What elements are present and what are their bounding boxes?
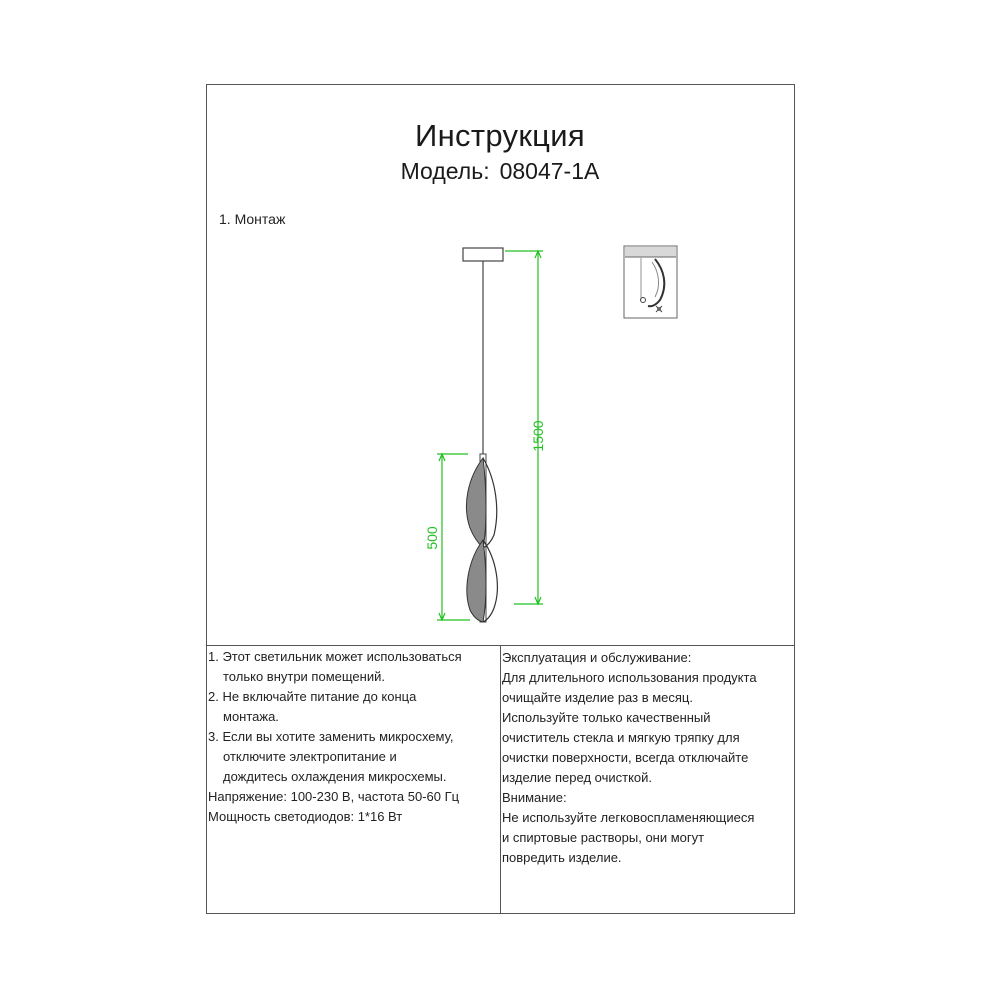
note-line: изделие перед очисткой. [502,770,653,785]
voltage-spec: Напряжение: 100-230 В, частота 50-60 Гц [208,789,460,804]
note-line: очиститель стекла и мягкую тряпку для [502,730,740,745]
ceiling-canopy [463,248,503,261]
dimension-shade-height [437,454,470,620]
note-line: Для длительного использования продукта [502,670,757,685]
warning-heading: Внимание: [502,790,567,805]
model-label: Модель: [400,158,490,184]
note-line: только внутри помещений. [223,669,385,684]
notes-divider-vertical [500,645,501,914]
note-line: 2. Не включайте питание до конца [208,689,417,704]
installation-detail-image [624,246,677,318]
note-line: Используйте только качественный [502,710,711,725]
model-number: 08047-1A [499,158,600,184]
section-heading-installation: 1. Монтаж [219,211,286,227]
note-line: повредить изделие. [502,850,622,865]
note-line: очищайте изделие раз в месяц. [502,690,693,705]
maintenance-notes [502,648,757,868]
note-line: очистки поверхности, всегда отключайте [502,750,749,765]
note-line: дождитесь охлаждения микросхемы. [223,769,447,784]
maintenance-heading: Эксплуатация и обслуживание: [502,650,692,665]
safety-notes [208,647,462,827]
note-line: отключите электропитание и [223,749,397,764]
dimension-shade-label: 500 [424,526,440,550]
led-power-spec: Мощность светодиодов: 1*16 Вт [208,809,403,824]
lamp-body [466,454,497,622]
note-line: монтажа. [223,709,279,724]
page-title: Инструкция [415,118,585,153]
note-line: и спиртовые растворы, они могут [502,830,705,845]
dimension-total-label: 1500 [530,420,546,452]
note-line: 1. Этот светильник может использоваться [208,649,462,664]
note-line: 3. Если вы хотите заменить микросхему, [208,729,454,744]
note-line: Не используйте легковоспламеняющиеся [502,810,755,825]
